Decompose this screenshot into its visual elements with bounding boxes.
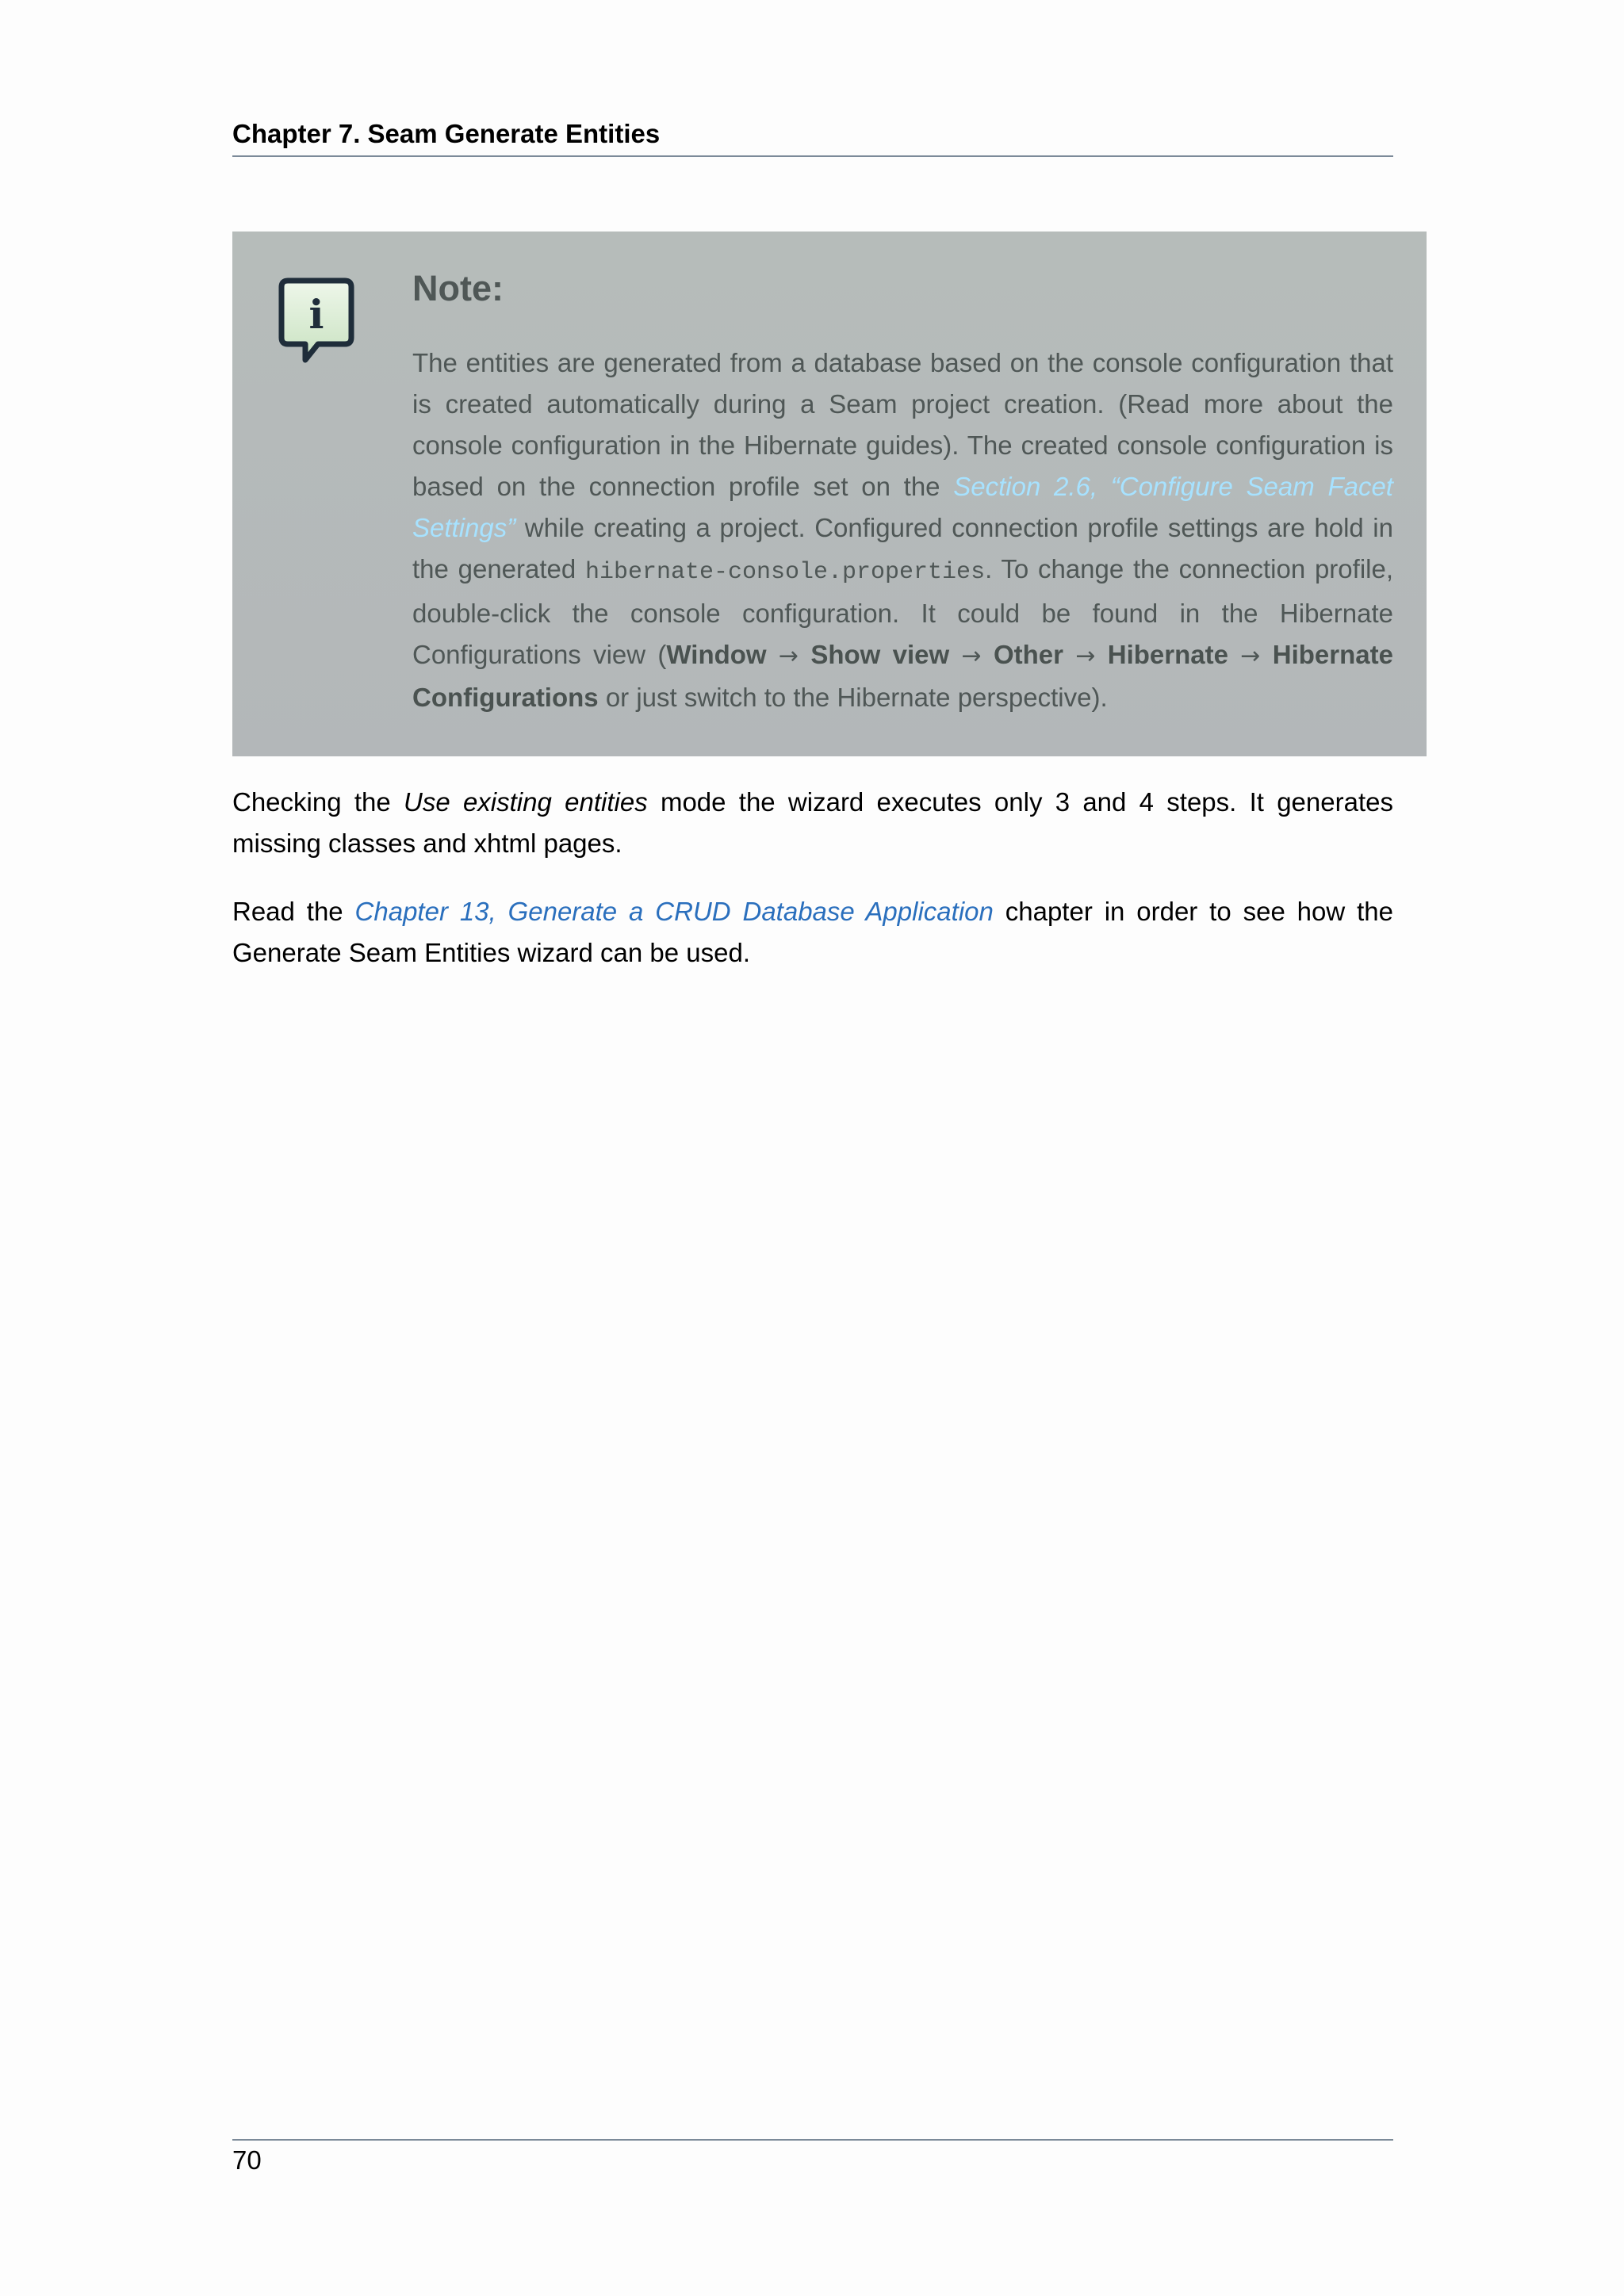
info-icon-letter: i — [308, 291, 324, 338]
menu-show-view: Show view — [810, 640, 950, 669]
running-header: Chapter 7. Seam Generate Entities — [232, 119, 661, 148]
para1-text-1: Checking the — [232, 787, 404, 817]
menu-window: Window — [666, 640, 767, 669]
menu-hibernate: Hibernate — [1107, 640, 1228, 669]
note-body — [412, 342, 1393, 718]
chapter-13-link[interactable]: Chapter 13, Generate a CRUD Database Application — [354, 897, 994, 926]
note-title: Note: — [412, 268, 504, 308]
para1-text-2: mode the wizard executes only 3 and 4 steps. It generates missing classes and xhtml pages. — [232, 787, 1393, 858]
arrow-4: → — [1240, 642, 1261, 670]
properties-filename: hibernate-console.properties — [584, 559, 986, 586]
para2-text-1: Read the — [232, 897, 355, 926]
note-text-4: or just switch to the Hibernate perspective). — [598, 683, 1108, 712]
note-admonition — [232, 232, 1427, 756]
section-2-6-link[interactable]: Section 2.6, “Configure Seam Facet Settings” — [412, 472, 1393, 542]
para1-emphasis: Use existing entities — [404, 787, 648, 817]
arrow-2: → — [961, 642, 982, 670]
menu-other: Other — [993, 640, 1063, 669]
note-text-2: while creating a project. Configured connection profile settings are hold in the generated — [412, 513, 1393, 584]
para2-text-2: chapter in order to see how the Generate Seam Entities wizard can be used. — [232, 897, 1393, 967]
arrow-3: → — [1075, 642, 1096, 670]
arrow-1: → — [778, 642, 799, 670]
paragraph-read-chapter — [232, 891, 1393, 974]
note-text-1: The entities are generated from a database based on the console configuration that is created automatically during a Seam project creation. (Read more about the console configuration in the Hibernate guides). The created console configuration is based on the connection profile set on the — [412, 348, 1393, 501]
footer-divider — [232, 2139, 1393, 2141]
menu-hibernate-configurations: Hibernate Configurations — [412, 640, 1393, 712]
page-number: 70 — [232, 2145, 262, 2175]
paragraph-use-existing-entities — [232, 782, 1393, 864]
header-divider — [232, 155, 1393, 157]
note-text-3: . To change the connection profile, double-click the console configuration. It could be found in the Hibernate Configurations view ( — [412, 554, 1393, 669]
info-icon — [278, 277, 354, 365]
